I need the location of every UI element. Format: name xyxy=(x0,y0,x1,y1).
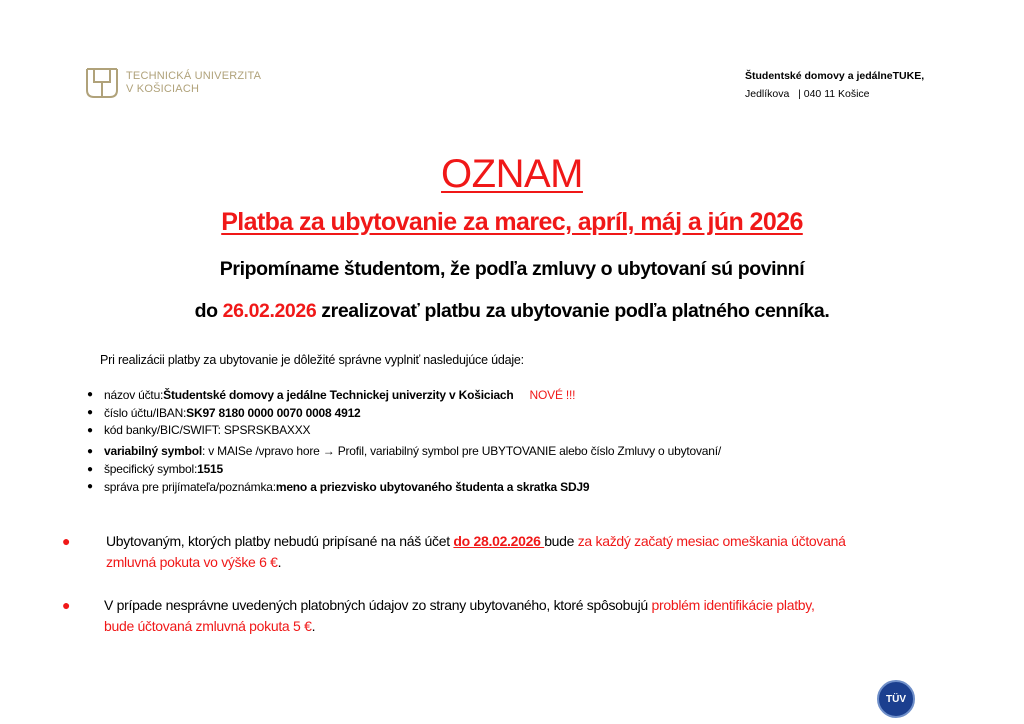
tuv-certification-logo: TÜV xyxy=(877,680,915,718)
intro-text: Pri realizácii platby za ubytovanie je dôležité správne vyplniť nasledujúce údaje: xyxy=(100,353,524,367)
detail-value: variabilný symbol xyxy=(104,444,202,459)
note-end: . xyxy=(277,554,282,570)
note-highlight: zmluvná pokuta vo výške 6 € xyxy=(106,554,278,570)
detail-label: správa pre prijímateľa/poznámka: xyxy=(104,479,276,494)
late-payment-note xyxy=(62,531,846,573)
list-item: ● číslo účtu/IBAN: SK97 8180 0000 0070 0008 4912 xyxy=(87,405,361,420)
detail-label: : v MAISe /vpravo hore → Profil, variabilný symbol pre UBYTOVANIE alebo číslo Zmluvy o ubytovaní/ xyxy=(201,444,722,459)
note-end: . xyxy=(311,618,316,634)
note-highlight: za každý začatý mesiac omeškania účtovaná xyxy=(577,533,846,549)
list-item: ● názov účtu: Študentské domovy a jedálne Technickej univerzity v Košiciach NOVÉ !!! xyxy=(87,387,576,402)
note-text: V prípade nesprávne uvedených platobných údajov zo strany ubytovaného, ktoré spôsobujú xyxy=(104,597,652,613)
detail-label: kód banky/BIC/SWIFT: SPSRSKBAXXX xyxy=(104,423,311,438)
detail-value: Študentské domovy a jedálne Technickej univerzity v Košiciach xyxy=(163,387,514,402)
bullet-icon: ● xyxy=(62,533,71,549)
page-title: OZNAM xyxy=(441,152,583,196)
reminder-post: zrealizovať platbu za ubytovanie podľa platného cenníka. xyxy=(316,300,830,322)
detail-label: číslo účtu/IBAN: xyxy=(104,405,187,420)
detail-value: meno a priezvisko ubytovaného študenta a skratka SDJ9 xyxy=(275,479,590,494)
page-subtitle: Platba za ubytovanie za marec, apríl, máj a jún 2026 xyxy=(221,208,803,236)
address-line2: Jedlíkova | 040 11 Košice xyxy=(745,88,870,100)
note-date: do 28.02.2026 xyxy=(453,533,545,549)
detail-label: názov účtu: xyxy=(104,387,164,402)
list-item: ● kód banky/BIC/SWIFT: SPSRSKBAXXX xyxy=(87,423,311,438)
new-badge: NOVÉ !!! xyxy=(529,387,576,402)
university-logo xyxy=(86,68,261,98)
list-item: ● špecifický symbol: 1515 xyxy=(87,462,223,477)
list-item: ● správa pre prijímateľa/poznámka: meno a priezvisko ubytovaného študenta a skratka SDJ9 xyxy=(87,479,590,494)
reminder-line1: Pripomíname študentom, že podľa zmluvy o ubytovaní sú povinní xyxy=(219,258,805,280)
note-text: bude xyxy=(544,533,578,549)
note-highlight: bude účtovaná zmluvná pokuta 5 € xyxy=(104,618,312,634)
address-line1: Študentské domovy a jedálneTUKE, xyxy=(745,70,925,82)
note-text: Ubytovaným, ktorých platby nebudú pripísané na náš účet xyxy=(106,533,454,549)
detail-label: špecifický symbol: xyxy=(104,462,198,477)
payment-details-list xyxy=(87,386,721,496)
wrong-details-note xyxy=(62,595,815,637)
note-highlight: problém identifikácie platby, xyxy=(651,597,815,613)
detail-value: 1515 xyxy=(197,462,223,477)
bullet-icon: ● xyxy=(62,597,71,613)
list-item: ● variabilný symbol : v MAISe /vpravo hore → Profil, variabilný symbol pre UBYTOVANIE alebo číslo Zmluvy o ubytovaní/ xyxy=(87,444,722,459)
detail-value: SK97 8180 0000 0070 0008 4912 xyxy=(186,405,361,420)
logo-line2: V KOŠICIACH xyxy=(126,83,200,95)
reminder-line2 xyxy=(0,300,1024,323)
deadline-date: 26.02.2026 xyxy=(222,300,317,322)
address-block xyxy=(745,67,924,103)
logo-line1: TECHNICKÁ UNIVERZITA xyxy=(126,70,262,82)
reminder-pre: do xyxy=(194,300,223,322)
tu-logo-icon xyxy=(86,68,118,98)
